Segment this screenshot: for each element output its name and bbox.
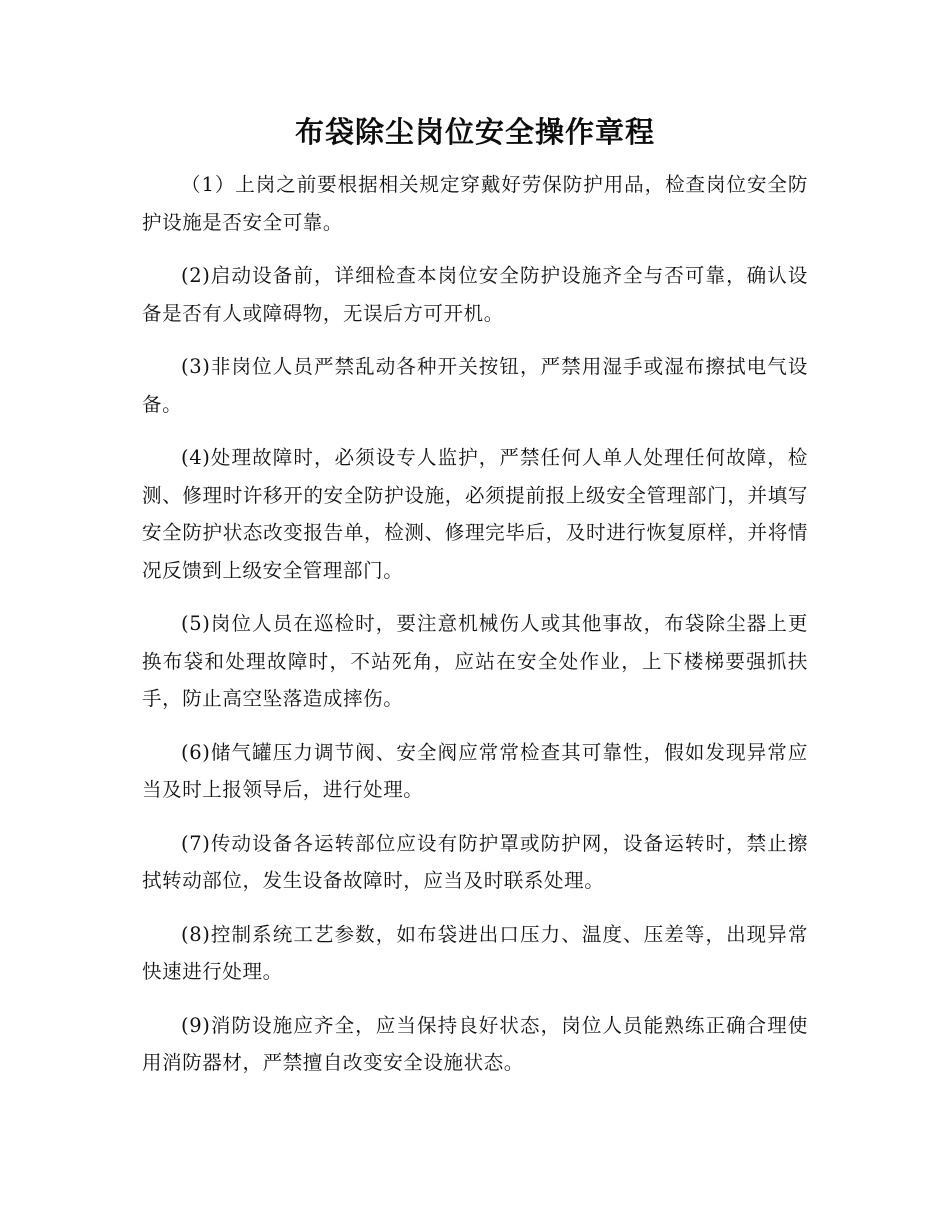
paragraph-6: (6)储气罐压力调节阀、安全阀应常常检查其可靠性，假如发现异常应当及时上报领导后，进行处理。	[142, 740, 808, 801]
paragraph-5: (5)岗位人员在巡检时，要注意机械伤人或其他事故，布袋除尘器上更换布袋和处理故障时，不站死角，应站在安全处作业，上下楼梯要强抓扶手，防止高空坠落造成摔伤。	[142, 612, 808, 710]
paragraph-2: (2)启动设备前，详细检查本岗位安全防护设施齐全与否可靠，确认设备是否有人或障碍物，无误后方可开机。	[142, 264, 808, 325]
paragraph-4: (4)处理故障时，必须设专人监护，严禁任何人单人处理任何故障，检测、修理时许移开的安全防护设施，必须提前报上级安全管理部门，并填写安全防护状态改变报告单，检测、修理完毕后，及时进行恢复原样，并将情况反馈到上级安全管理部门。	[142, 446, 808, 582]
paragraph-3: (3)非岗位人员严禁乱动各种开关按钮，严禁用湿手或湿布擦拭电气设备。	[142, 355, 808, 416]
document-page	[142, 112, 808, 1098]
paragraph-7: (7)传动设备各运转部位应设有防护罩或防护网，设备运转时，禁止擦拭转动部位，发生设备故障时，应当及时联系处理。	[142, 831, 808, 892]
paragraph-8: (8)控制系统工艺参数，如布袋进出口压力、温度、压差等，出现异常快速进行处理。	[142, 922, 808, 983]
paragraph-9: (9)消防设施应齐全，应当保持良好状态，岗位人员能熟练正确合理使用消防器材，严禁擅自改变安全设施状态。	[142, 1013, 808, 1074]
document-title: 布袋除尘岗位安全操作章程	[294, 115, 655, 149]
paragraph-1: （1）上岗之前要根据相关规定穿戴好劳保防护用品，检查岗位安全防护设施是否安全可靠。	[142, 173, 808, 234]
